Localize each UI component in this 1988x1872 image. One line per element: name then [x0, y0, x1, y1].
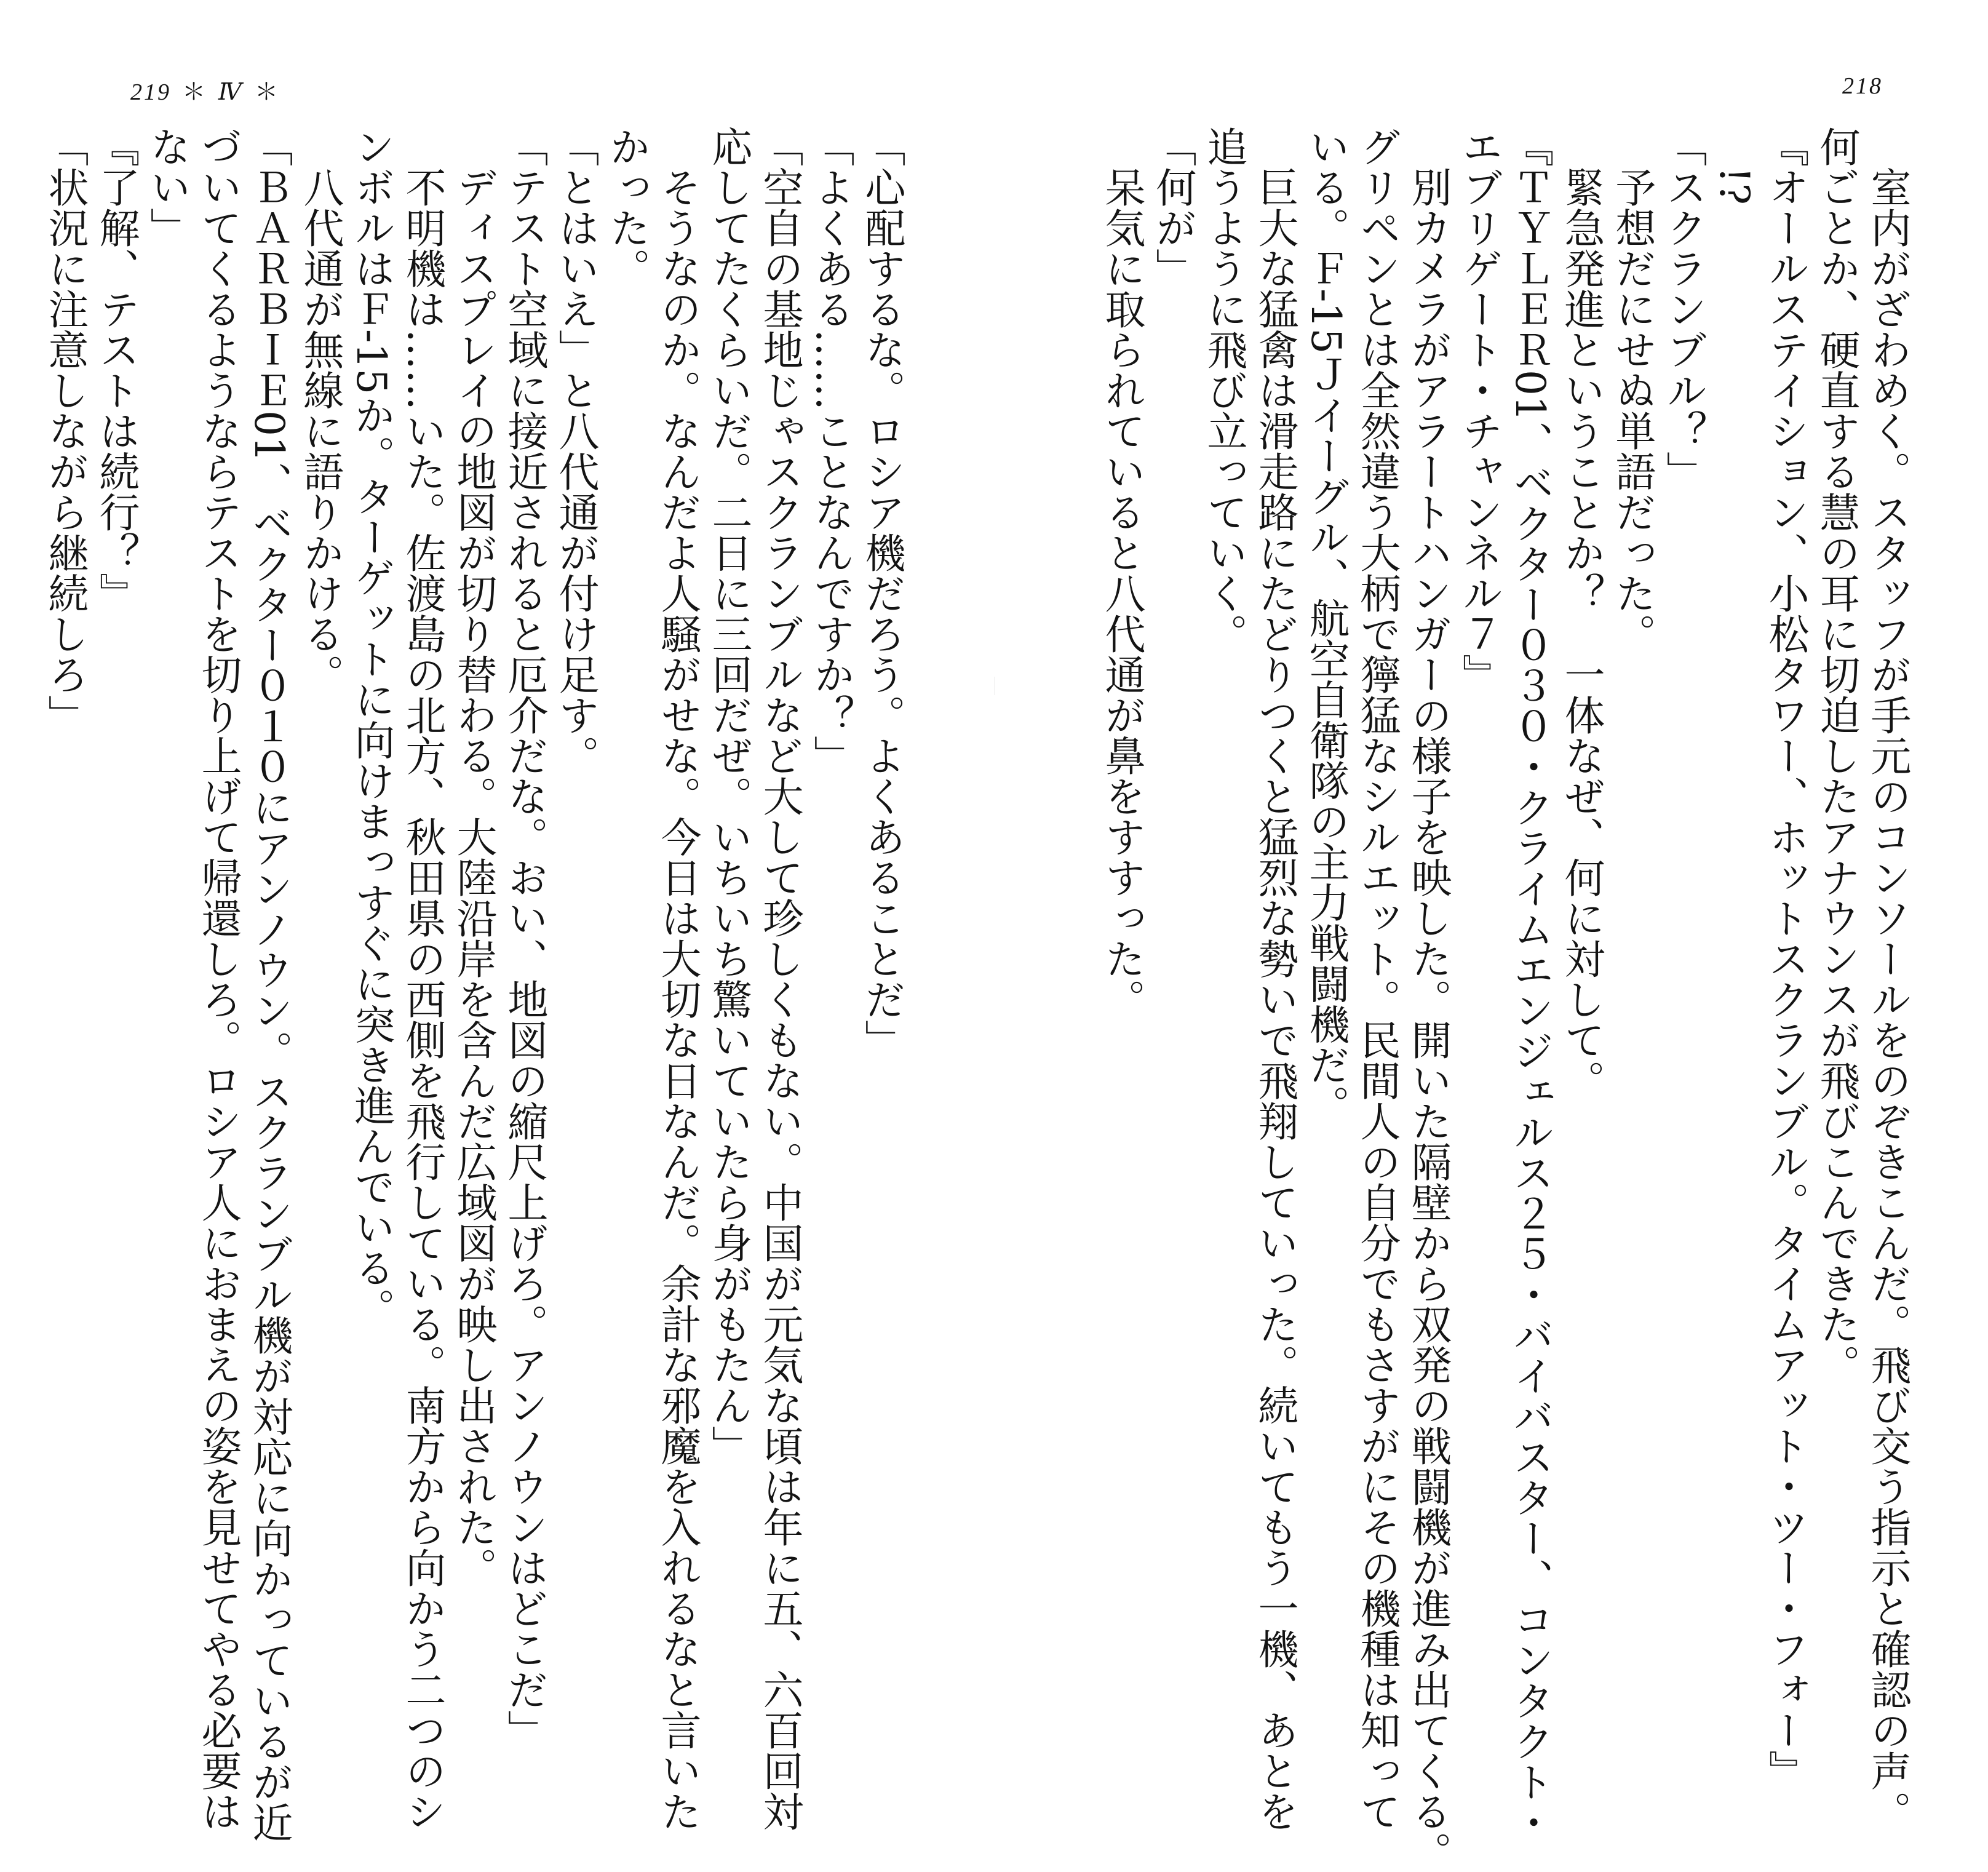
text-line: 「何が」 [1149, 126, 1196, 289]
text-line: 室内がざわめく。スタッフが手元のコンソールをのぞきこんだ。飛び交う指示と確認の声。 [1864, 126, 1911, 1831]
text-line: づいてくるようならテストを切り上げて帰還しろ。ロシア人におまえの姿を見せてやる必要は [194, 126, 242, 1831]
text-line: 「とはいえ」と八代通が付け足す。 [552, 126, 599, 776]
text-line: 「心配するな。ロシア機だろう。よくあることだ」 [858, 126, 905, 1060]
header-ornament-left: ＊ [182, 79, 208, 105]
text-line: 不明機は……いた。佐渡島の北方、秋田県の西側を飛行している。南方から向かう二つのシ [399, 126, 446, 1831]
text-line: 呆気に取られていると八代通が鼻をすすった。 [1098, 126, 1145, 1019]
chapter-numeral: Ⅳ [218, 79, 244, 105]
text-line: 緊急発進ということか？ 一体なぜ、何に対して。 [1557, 126, 1605, 1101]
text-line: エブリゲート・チャンネル７』 [1455, 126, 1503, 695]
text-line: 何ごとか、硬直する慧の耳に切迫したアナウンスが飛びこんできた。 [1813, 126, 1860, 1385]
left-page-number: 219 [130, 79, 171, 105]
text-line: 別カメラがアラートハンガーの様子を映した。開いた隔壁から双発の戦闘機が進み出てくる。 [1404, 126, 1452, 1872]
text-line: そうなのか。なんだよ人騒がせな。今日は大切な日なんだ。余計な邪魔を入れるなと言いた [654, 126, 701, 1831]
left-page-body [41, 126, 907, 1842]
text-line: ディスプレイの地図が切り替わる。大陸沿岸を含んだ広域図が映し出された。 [450, 126, 497, 1588]
text-line: 巨大な猛禽は滑走路にたどりつくと猛烈な勢いで飛翔していった。続いてもう一機、あとを [1251, 126, 1298, 1831]
text-line: 予想だにせぬ単語だった。 [1608, 126, 1656, 654]
right-page-body [1033, 126, 1913, 1872]
text-line: 『了解、テストは続行？』 [92, 126, 140, 613]
right-page-number: 218 [1842, 73, 1883, 99]
text-line: 「よくある……ことなんですか？」 [807, 126, 854, 776]
text-line: ンボルはＦ‐15か。ターゲットに向けまっすぐに突き進んでいる。 [348, 126, 395, 1329]
text-line: 「状況に注意しながら継続しろ」 [41, 126, 89, 735]
left-page-header [130, 73, 291, 106]
text-line: 「テスト空域に接近されると厄介だな。おい、地図の縮尺上げろ。アンノウンはどこだ」 [501, 126, 548, 1750]
text-line: ない」 [143, 126, 191, 248]
right-page-header [1842, 73, 1883, 100]
text-line: いる。Ｆ‐15Ｊイーグル、航空自衛隊の主力戦闘機だ。 [1302, 126, 1350, 1126]
text-line: かった。 [603, 126, 650, 289]
text-line: 『オールステイション、小松タワー、ホットスクランブル。タイムアット・ツー・フォー』 [1762, 126, 1809, 1791]
text-line: グリペンとは全然違う大柄で獰猛なシルエット。民間人の自分でもさすがにその機種は知って [1353, 126, 1401, 1831]
gutter [994, 677, 995, 695]
text-line: 「スクランブル？」 [1660, 126, 1707, 492]
text-line: 応してたくらいだ。二日に三回だぜ。いちいち驚いていたら身がもたん」 [705, 126, 752, 1466]
text-line: 八代通が無線に語りかける。 [296, 126, 344, 695]
text-line: 『ＴＹＬＥＲ01、ベクター０３０・クライムエンジェルス２５・バイバスター、コンタクト・ [1506, 126, 1554, 1842]
text-line: !? [1711, 126, 1758, 205]
text-line: 「空自の基地じゃスクランブルなど大して珍しくもない。中国が元気な頃は年に五、六百回対 [756, 126, 803, 1831]
header-ornament-right: ＊ [254, 79, 280, 105]
text-line: 追うように飛び立っていく。 [1200, 126, 1247, 654]
text-line: 「ＢＡＲＢＩＥ01、ベクター０１０にアンノウン。スクランブル機が対応に向かっているが近 [245, 126, 293, 1842]
